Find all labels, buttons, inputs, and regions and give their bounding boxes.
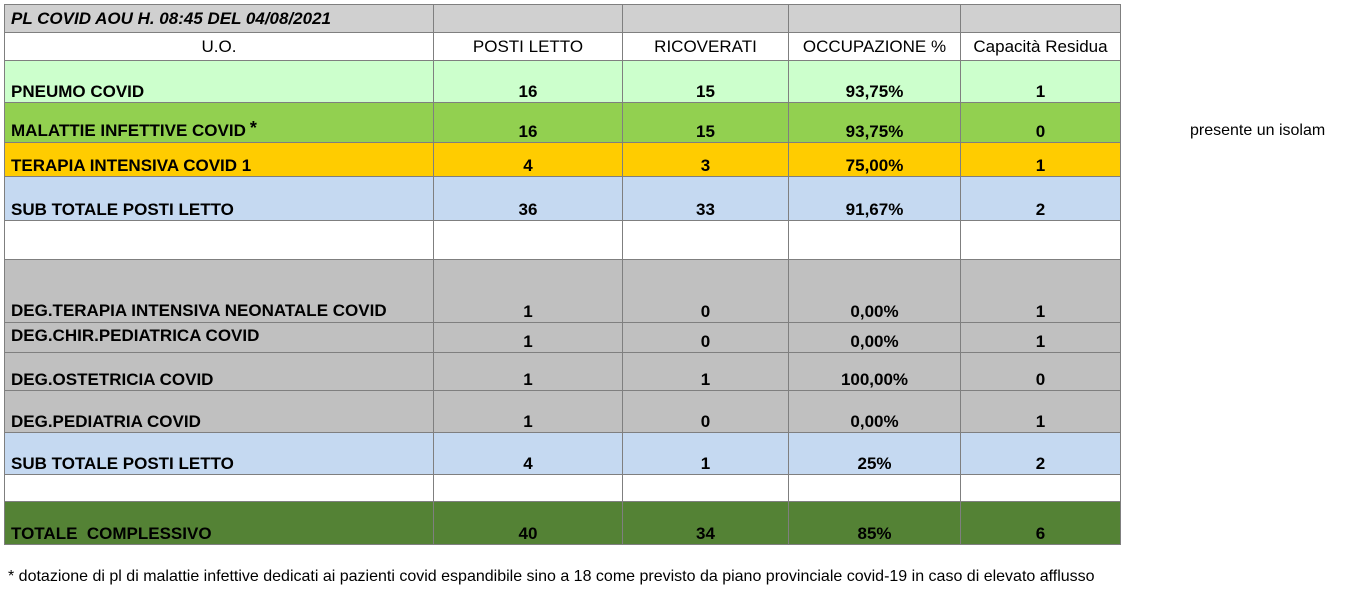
header-capacita-residua: Capacità Residua: [961, 33, 1121, 61]
table-row: [5, 103, 1121, 143]
subtotal-row: [5, 433, 1121, 475]
posti-letto-value: 1: [434, 353, 623, 391]
capacita-value: 0: [961, 353, 1121, 391]
posti-letto-value: 36: [434, 177, 623, 221]
capacita-value: 0: [961, 103, 1121, 143]
spacer-row: [5, 221, 1121, 260]
footnote-marker: *: [249, 118, 257, 138]
posti-letto-value: 1: [434, 323, 623, 353]
posti-letto-value: 4: [434, 143, 623, 177]
table-row: [5, 353, 1121, 391]
table-row: [5, 260, 1121, 323]
unit-label: DEG.OSTETRICIA COVID: [5, 353, 434, 391]
occupazione-value: 100,00%: [789, 353, 961, 391]
capacita-value: 2: [961, 433, 1121, 475]
capacita-value: 1: [961, 61, 1121, 103]
unit-label: PNEUMO COVID: [5, 61, 434, 103]
ricoverati-value: 0: [623, 391, 789, 433]
posti-letto-value: 4: [434, 433, 623, 475]
spacer-row: [5, 475, 1121, 502]
report-title: PL COVID AOU H. 08:45 DEL 04/08/2021: [5, 5, 434, 33]
header-row: [5, 33, 1121, 61]
ricoverati-value: 0: [623, 323, 789, 353]
capacita-value: 2: [961, 177, 1121, 221]
unit-label: SUB TOTALE POSTI LETTO: [5, 177, 434, 221]
header-ricoverati: RICOVERATI: [623, 33, 789, 61]
side-note: presente un isolam: [1190, 122, 1326, 139]
posti-letto-value: 16: [434, 103, 623, 143]
unit-label: DEG.PEDIATRIA COVID: [5, 391, 434, 433]
unit-label: DEG.TERAPIA INTENSIVA NEONATALE COVID: [5, 260, 434, 323]
ricoverati-value: 3: [623, 143, 789, 177]
ricoverati-value: 1: [623, 353, 789, 391]
ricoverati-value: 15: [623, 103, 789, 143]
title-row: [5, 5, 1121, 33]
posti-letto-value: 16: [434, 61, 623, 103]
capacita-value: 1: [961, 260, 1121, 323]
ricoverati-value: 33: [623, 177, 789, 221]
capacita-value: 6: [961, 502, 1121, 545]
unit-label: TERAPIA INTENSIVA COVID 1: [5, 143, 434, 177]
table-row: [5, 323, 1121, 353]
occupazione-value: 93,75%: [789, 61, 961, 103]
unit-label: TOTALE COMPLESSIVO: [5, 502, 434, 545]
unit-label: MALATTIE INFETTIVE COVID: [11, 121, 246, 140]
ricoverati-value: 34: [623, 502, 789, 545]
ricoverati-value: 15: [623, 61, 789, 103]
unit-label-cell: [5, 103, 434, 143]
posti-letto-value: 40: [434, 502, 623, 545]
occupazione-value: 25%: [789, 433, 961, 475]
ricoverati-value: 1: [623, 433, 789, 475]
posti-letto-value: 1: [434, 391, 623, 433]
subtotal-row: [5, 177, 1121, 221]
header-occupazione: OCCUPAZIONE %: [789, 33, 961, 61]
occupazione-value: 85%: [789, 502, 961, 545]
table-row: [5, 61, 1121, 103]
unit-label: DEG.CHIR.PEDIATRICA COVID: [5, 323, 434, 353]
occupazione-value: 0,00%: [789, 323, 961, 353]
capacita-value: 1: [961, 323, 1121, 353]
table-row: [5, 143, 1121, 177]
occupazione-value: 75,00%: [789, 143, 961, 177]
occupazione-value: 0,00%: [789, 260, 961, 323]
posti-letto-value: 1: [434, 260, 623, 323]
unit-label: SUB TOTALE POSTI LETTO: [5, 433, 434, 475]
ricoverati-value: 0: [623, 260, 789, 323]
footnote: * dotazione di pl di malattie infettive dedicati ai pazienti covid espandibile sino a 18 come previsto da piano provinciale covid-19 in caso di elevato afflusso: [8, 568, 1095, 585]
occupazione-value: 0,00%: [789, 391, 961, 433]
header-uo: U.O.: [5, 33, 434, 61]
occupazione-value: 93,75%: [789, 103, 961, 143]
header-posti-letto: POSTI LETTO: [434, 33, 623, 61]
table-row: [5, 391, 1121, 433]
capacita-value: 1: [961, 143, 1121, 177]
occupazione-value: 91,67%: [789, 177, 961, 221]
capacita-value: 1: [961, 391, 1121, 433]
covid-beds-table: [4, 4, 1121, 545]
total-row: [5, 502, 1121, 545]
